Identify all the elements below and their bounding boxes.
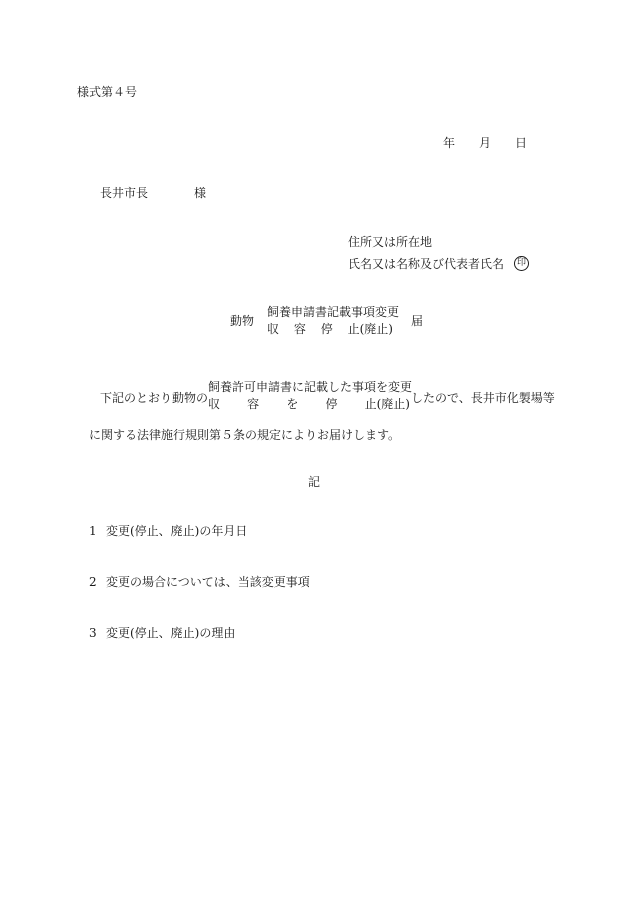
applicant-block bbox=[348, 236, 529, 272]
applicant-name-label: 氏名又は名称及び代表者氏名 bbox=[348, 257, 505, 271]
title-bottom-item: 止(廃止) bbox=[347, 322, 393, 336]
title-bottom-item: 容 bbox=[293, 322, 306, 336]
applicant-name-line bbox=[348, 257, 529, 272]
item-number: 2 bbox=[89, 575, 97, 589]
paragraph-bottom-line bbox=[208, 398, 410, 410]
paragraph-bottom-item: を bbox=[286, 397, 299, 411]
item-text: 変更(停止、廃止)の年月日 bbox=[106, 524, 248, 538]
seal-icon: 印 bbox=[514, 256, 529, 271]
title-prefix: 動物 bbox=[230, 314, 255, 328]
date-year: 年 bbox=[443, 136, 456, 150]
title-top-line: 飼養申請書記載事項変更 bbox=[267, 305, 400, 319]
date-day: 日 bbox=[515, 136, 528, 150]
body-paragraph bbox=[100, 381, 560, 411]
addressee-honorific: 様 bbox=[194, 186, 207, 200]
addressee bbox=[100, 187, 206, 199]
paragraph-tail: したので、長井市化製場等 bbox=[411, 391, 555, 405]
applicant-address-label: 住所又は所在地 bbox=[348, 235, 433, 249]
list-item bbox=[89, 576, 310, 588]
title-bottom-item: 停 bbox=[320, 322, 333, 336]
paragraph-bottom-item: 止(廃止) bbox=[364, 397, 410, 411]
title-stack bbox=[267, 305, 400, 336]
paragraph-bottom-item: 容 bbox=[247, 397, 260, 411]
title-bottom-line bbox=[267, 323, 393, 335]
date-month: 月 bbox=[479, 136, 492, 150]
item-text: 変更(停止、廃止)の理由 bbox=[106, 626, 236, 640]
paragraph-bottom-item: 収 bbox=[208, 397, 221, 411]
list-item bbox=[89, 627, 235, 639]
title-bottom-item: 収 bbox=[267, 322, 280, 336]
paragraph-continuation: に関する法律施行規則第５条の規定によりお届けします。 bbox=[89, 428, 401, 442]
item-number: 3 bbox=[89, 626, 97, 640]
form-number: 様式第４号 bbox=[77, 85, 138, 99]
list-item bbox=[89, 525, 247, 537]
paragraph-lead: 下記のとおり動物の bbox=[100, 391, 209, 405]
title-suffix: 届 bbox=[411, 314, 424, 328]
ki-heading: 記 bbox=[308, 475, 321, 489]
item-text: 変更の場合については、当該変更事項 bbox=[106, 575, 310, 589]
addressee-name: 長井市長 bbox=[100, 186, 149, 200]
paragraph-top-line: 飼養許可申請書に記載した事項を変更 bbox=[208, 380, 413, 394]
date-line bbox=[443, 137, 527, 149]
paragraph-bottom-item: 停 bbox=[325, 397, 338, 411]
item-number: 1 bbox=[89, 524, 97, 538]
paragraph-stack bbox=[208, 380, 413, 411]
